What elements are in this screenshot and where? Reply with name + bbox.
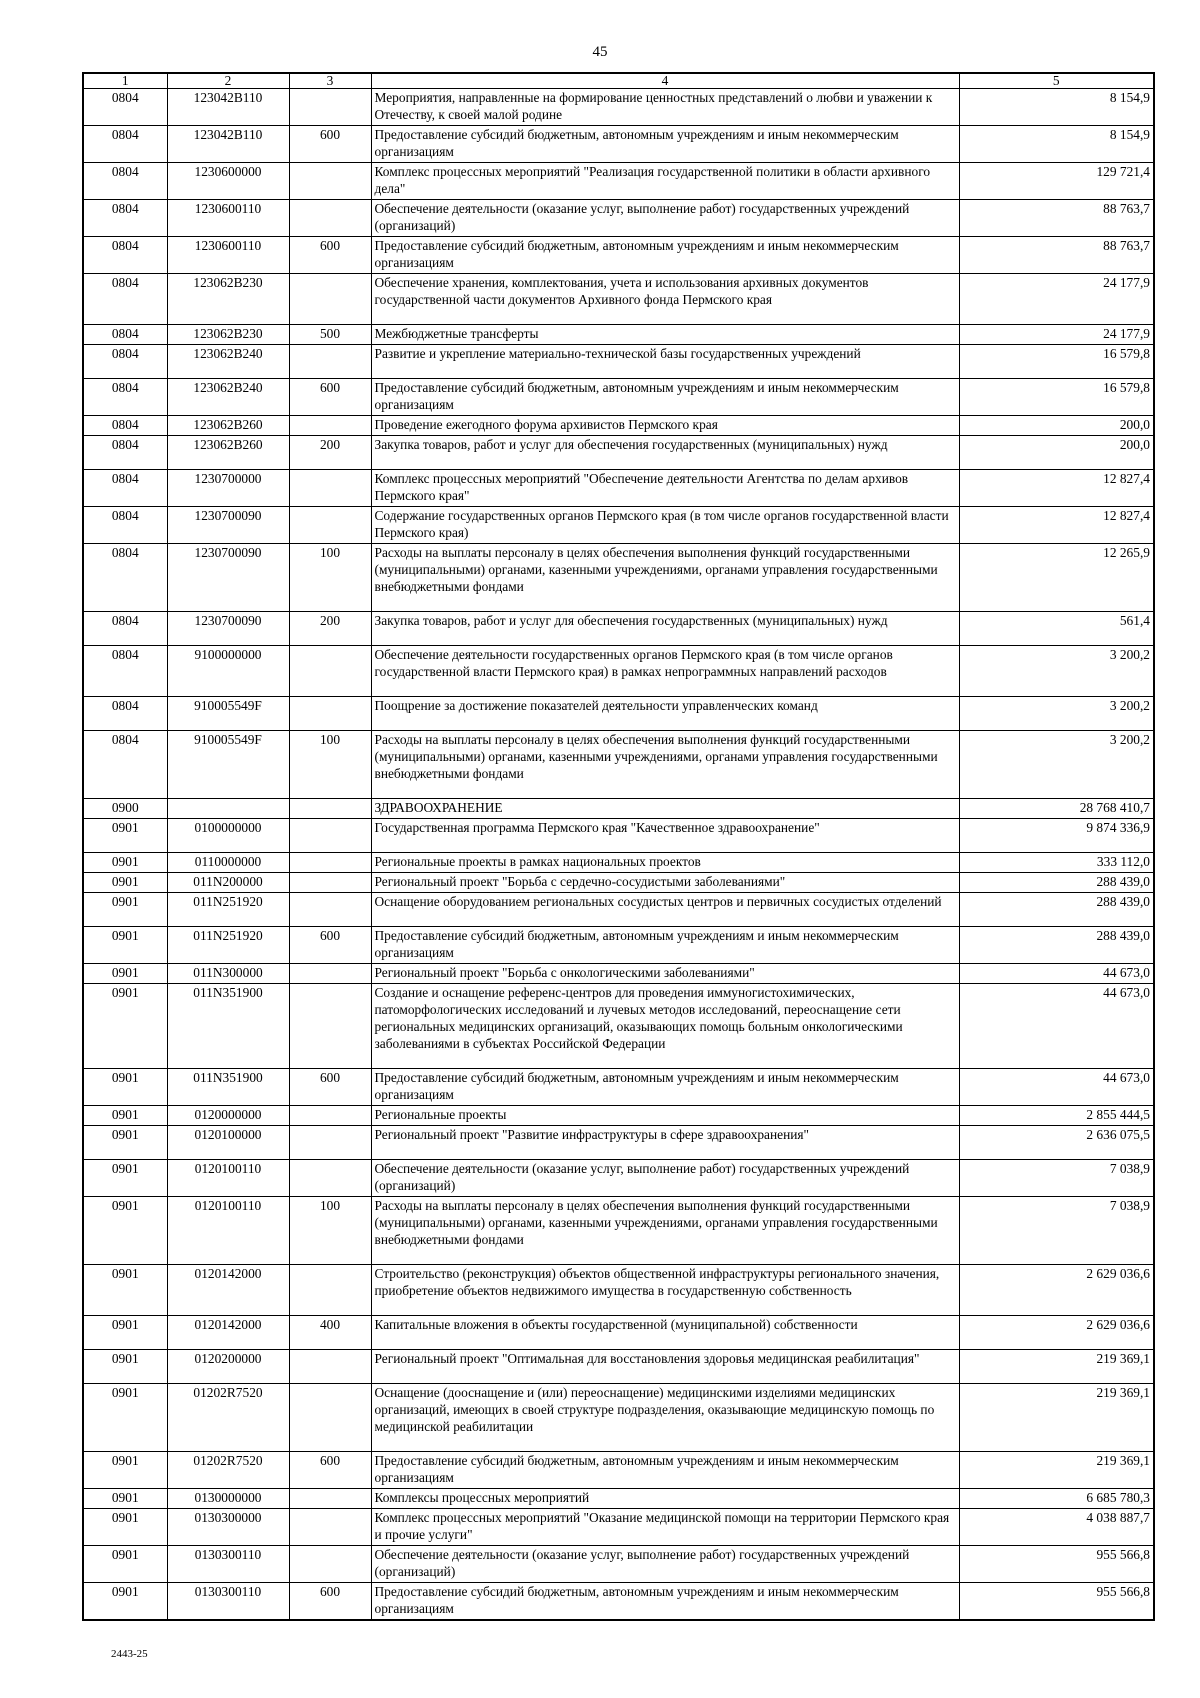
expense-type-cell — [289, 470, 371, 507]
table-row — [83, 507, 1154, 544]
target-article-cell: 123062В240 — [167, 379, 289, 416]
column-header: 1 — [83, 73, 167, 89]
column-header: 3 — [289, 73, 371, 89]
section-code-cell: 0901 — [83, 1384, 167, 1452]
section-code-cell: 0804 — [83, 436, 167, 470]
amount-cell: 219 369,1 — [959, 1350, 1154, 1384]
expense-type-cell: 600 — [289, 1583, 371, 1621]
table-row — [83, 544, 1154, 612]
section-code-cell: 0901 — [83, 1489, 167, 1509]
target-article-cell: 0130300110 — [167, 1583, 289, 1621]
item-name-cell: Оснащение (дооснащение и (или) переоснащение) медицинскими изделиями медицинских организаций, имеющих в своей структуре подразделения, оказывающие медицинскую помощь по медицинской реабилитации — [371, 1384, 959, 1452]
section-code-cell: 0901 — [83, 927, 167, 964]
item-name-cell: Межбюджетные трансферты — [371, 325, 959, 345]
section-code-cell: 0804 — [83, 345, 167, 379]
expense-type-cell: 200 — [289, 612, 371, 646]
expense-type-cell — [289, 507, 371, 544]
column-header: 2 — [167, 73, 289, 89]
target-article-cell: 0120142000 — [167, 1265, 289, 1316]
expense-type-cell — [289, 1106, 371, 1126]
table-row — [83, 1546, 1154, 1583]
amount-cell: 200,0 — [959, 436, 1154, 470]
section-code-cell: 0804 — [83, 612, 167, 646]
amount-cell: 200,0 — [959, 416, 1154, 436]
expense-type-cell: 100 — [289, 544, 371, 612]
table-row — [83, 345, 1154, 379]
amount-cell: 6 685 780,3 — [959, 1489, 1154, 1509]
section-code-cell: 0804 — [83, 731, 167, 799]
target-article-cell: 011N251920 — [167, 893, 289, 927]
target-article-cell: 011N351900 — [167, 984, 289, 1069]
target-article-cell: 1230700090 — [167, 507, 289, 544]
amount-cell: 8 154,9 — [959, 89, 1154, 126]
target-article-cell: 011N300000 — [167, 964, 289, 984]
section-code-cell: 0804 — [83, 416, 167, 436]
target-article-cell: 1230600110 — [167, 200, 289, 237]
item-name-cell: Комплекс процессных мероприятий "Реализация государственной политики в области архивного дела" — [371, 163, 959, 200]
amount-cell: 12 827,4 — [959, 507, 1154, 544]
item-name-cell: Предоставление субсидий бюджетным, автономным учреждениям и иным некоммерческим организациям — [371, 237, 959, 274]
item-name-cell: Комплекс процессных мероприятий "Обеспечение деятельности Агентства по делам архивов Пермского края" — [371, 470, 959, 507]
table-row — [83, 1384, 1154, 1452]
section-code-cell: 0804 — [83, 470, 167, 507]
item-name-cell: Мероприятия, направленные на формирование ценностных представлений о любви и уважении к Отечеству, к своей малой родине — [371, 89, 959, 126]
section-code-cell: 0901 — [83, 1316, 167, 1350]
section-code-cell: 0901 — [83, 1546, 167, 1583]
section-code-cell: 0804 — [83, 274, 167, 325]
target-article-cell: 123062В240 — [167, 345, 289, 379]
item-name-cell: Предоставление субсидий бюджетным, автономным учреждениям и иным некоммерческим организациям — [371, 1452, 959, 1489]
expense-type-cell — [289, 1126, 371, 1160]
section-code-cell: 0901 — [83, 1126, 167, 1160]
target-article-cell: 123042В110 — [167, 126, 289, 163]
section-code-cell: 0804 — [83, 163, 167, 200]
table-header-row — [83, 73, 1154, 89]
section-code-cell: 0804 — [83, 89, 167, 126]
amount-cell: 561,4 — [959, 612, 1154, 646]
amount-cell: 7 038,9 — [959, 1197, 1154, 1265]
item-name-cell: Поощрение за достижение показателей деятельности управленческих команд — [371, 697, 959, 731]
amount-cell: 4 038 887,7 — [959, 1509, 1154, 1546]
page-number: 45 — [592, 44, 608, 60]
amount-cell: 12 265,9 — [959, 544, 1154, 612]
item-name-cell: Капитальные вложения в объекты государственной (муниципальной) собственности — [371, 1316, 959, 1350]
target-article-cell: 123042В110 — [167, 89, 289, 126]
section-code-cell: 0804 — [83, 325, 167, 345]
section-code-cell: 0901 — [83, 964, 167, 984]
table-row — [83, 163, 1154, 200]
amount-cell: 28 768 410,7 — [959, 799, 1154, 819]
amount-cell: 3 200,2 — [959, 646, 1154, 697]
table-row — [83, 436, 1154, 470]
table-row — [83, 1197, 1154, 1265]
item-name-cell: Государственная программа Пермского края "Качественное здравоохранение" — [371, 819, 959, 853]
table-row — [83, 237, 1154, 274]
table-row — [83, 873, 1154, 893]
table-body — [83, 89, 1154, 1621]
item-name-cell: Региональный проект "Борьба с сердечно-сосудистыми заболеваниями" — [371, 873, 959, 893]
amount-cell: 7 038,9 — [959, 1160, 1154, 1197]
target-article-cell: 1230700000 — [167, 470, 289, 507]
amount-cell: 9 874 336,9 — [959, 819, 1154, 853]
target-article-cell: 1230600110 — [167, 237, 289, 274]
item-name-cell: ЗДРАВООХРАНЕНИЕ — [371, 799, 959, 819]
target-article-cell: 01202R7520 — [167, 1384, 289, 1452]
expense-type-cell — [289, 853, 371, 873]
amount-cell: 44 673,0 — [959, 984, 1154, 1069]
budget-table — [82, 72, 1155, 1621]
target-article-cell: 123062В260 — [167, 436, 289, 470]
table-row — [83, 200, 1154, 237]
target-article-cell: 0130300110 — [167, 1546, 289, 1583]
table-row — [83, 274, 1154, 325]
target-article-cell: 0130300000 — [167, 1509, 289, 1546]
expense-type-cell — [289, 646, 371, 697]
amount-cell: 955 566,8 — [959, 1546, 1154, 1583]
target-article-cell: 9100000000 — [167, 646, 289, 697]
expense-type-cell — [289, 1489, 371, 1509]
amount-cell: 219 369,1 — [959, 1384, 1154, 1452]
item-name-cell: Предоставление субсидий бюджетным, автономным учреждениям и иным некоммерческим организациям — [371, 1069, 959, 1106]
amount-cell: 88 763,7 — [959, 200, 1154, 237]
amount-cell: 2 636 075,5 — [959, 1126, 1154, 1160]
expense-type-cell: 100 — [289, 731, 371, 799]
item-name-cell: Региональные проекты в рамках национальных проектов — [371, 853, 959, 873]
item-name-cell: Региональный проект "Оптимальная для восстановления здоровья медицинская реабилитация" — [371, 1350, 959, 1384]
target-article-cell: 123062В260 — [167, 416, 289, 436]
target-article-cell: 0120100110 — [167, 1160, 289, 1197]
item-name-cell: Обеспечение деятельности (оказание услуг, выполнение работ) государственных учреждений (организаций) — [371, 1160, 959, 1197]
item-name-cell: Региональный проект "Развитие инфраструктуры в сфере здравоохранения" — [371, 1126, 959, 1160]
expense-type-cell — [289, 1546, 371, 1583]
target-article-cell: 011N251920 — [167, 927, 289, 964]
amount-cell: 129 721,4 — [959, 163, 1154, 200]
item-name-cell: Региональные проекты — [371, 1106, 959, 1126]
target-article-cell: 1230700090 — [167, 612, 289, 646]
table-row — [83, 1583, 1154, 1621]
section-code-cell: 0901 — [83, 1265, 167, 1316]
expense-type-cell — [289, 1509, 371, 1546]
expense-type-cell — [289, 416, 371, 436]
target-article-cell: 0120100000 — [167, 1126, 289, 1160]
target-article-cell: 0120000000 — [167, 1106, 289, 1126]
table-row — [83, 1509, 1154, 1546]
section-code-cell: 0901 — [83, 1106, 167, 1126]
target-article-cell: 0120100110 — [167, 1197, 289, 1265]
amount-cell: 88 763,7 — [959, 237, 1154, 274]
amount-cell: 24 177,9 — [959, 274, 1154, 325]
item-name-cell: Региональный проект "Борьба с онкологическими заболеваниями" — [371, 964, 959, 984]
expense-type-cell: 500 — [289, 325, 371, 345]
item-name-cell: Обеспечение деятельности государственных органов Пермского края (в том числе органов государственной власти Пермского края) в рамках непрограммных направлений расходов — [371, 646, 959, 697]
table-row — [83, 1069, 1154, 1106]
item-name-cell: Предоставление субсидий бюджетным, автономным учреждениям и иным некоммерческим организациям — [371, 1583, 959, 1621]
table-row — [83, 927, 1154, 964]
section-code-cell: 0804 — [83, 646, 167, 697]
amount-cell: 16 579,8 — [959, 345, 1154, 379]
item-name-cell: Обеспечение хранения, комплектования, учета и использования архивных документов государственной части документов Архивного фонда Пермского края — [371, 274, 959, 325]
expense-type-cell — [289, 984, 371, 1069]
section-code-cell: 0900 — [83, 799, 167, 819]
target-article-cell: 910005549F — [167, 731, 289, 799]
target-article-cell: 011N200000 — [167, 873, 289, 893]
table-row — [83, 819, 1154, 853]
expense-type-cell — [289, 1160, 371, 1197]
section-code-cell: 0901 — [83, 1197, 167, 1265]
item-name-cell: Расходы на выплаты персоналу в целях обеспечения выполнения функций государственными (муниципальными) органами, казенными учреждениями, органами управления государственными внебюджетными фондами — [371, 731, 959, 799]
section-code-cell: 0901 — [83, 1160, 167, 1197]
expense-type-cell: 200 — [289, 436, 371, 470]
expense-type-cell — [289, 163, 371, 200]
expense-type-cell: 600 — [289, 237, 371, 274]
amount-cell: 219 369,1 — [959, 1452, 1154, 1489]
column-header: 4 — [371, 73, 959, 89]
table-row — [83, 126, 1154, 163]
target-article-cell: 910005549F — [167, 697, 289, 731]
section-code-cell: 0901 — [83, 1069, 167, 1106]
section-code-cell: 0901 — [83, 1509, 167, 1546]
expense-type-cell — [289, 799, 371, 819]
target-article-cell: 0130000000 — [167, 1489, 289, 1509]
amount-cell: 333 112,0 — [959, 853, 1154, 873]
expense-type-cell — [289, 873, 371, 893]
expense-type-cell: 400 — [289, 1316, 371, 1350]
section-code-cell: 0804 — [83, 507, 167, 544]
expense-type-cell — [289, 345, 371, 379]
section-code-cell: 0901 — [83, 873, 167, 893]
expense-type-cell: 600 — [289, 126, 371, 163]
target-article-cell — [167, 799, 289, 819]
amount-cell: 12 827,4 — [959, 470, 1154, 507]
target-article-cell: 0100000000 — [167, 819, 289, 853]
section-code-cell: 0804 — [83, 126, 167, 163]
target-article-cell: 0110000000 — [167, 853, 289, 873]
amount-cell: 3 200,2 — [959, 697, 1154, 731]
expense-type-cell — [289, 697, 371, 731]
table-row — [83, 470, 1154, 507]
document-code: 2443-25 — [111, 1648, 148, 1660]
item-name-cell: Оснащение оборудованием региональных сосудистых центров и первичных сосудистых отделений — [371, 893, 959, 927]
section-code-cell: 0804 — [83, 237, 167, 274]
column-header: 5 — [959, 73, 1154, 89]
table-row — [83, 325, 1154, 345]
item-name-cell: Закупка товаров, работ и услуг для обеспечения государственных (муниципальных) нужд — [371, 612, 959, 646]
table-row — [83, 89, 1154, 126]
amount-cell: 288 439,0 — [959, 927, 1154, 964]
table-row — [83, 1126, 1154, 1160]
expense-type-cell — [289, 200, 371, 237]
item-name-cell: Предоставление субсидий бюджетным, автономным учреждениям и иным некоммерческим организациям — [371, 927, 959, 964]
amount-cell: 2 629 036,6 — [959, 1316, 1154, 1350]
target-article-cell: 0120142000 — [167, 1316, 289, 1350]
section-code-cell: 0804 — [83, 379, 167, 416]
amount-cell: 16 579,8 — [959, 379, 1154, 416]
section-code-cell: 0901 — [83, 819, 167, 853]
amount-cell: 288 439,0 — [959, 873, 1154, 893]
section-code-cell: 0901 — [83, 853, 167, 873]
table-row — [83, 964, 1154, 984]
section-code-cell: 0804 — [83, 200, 167, 237]
target-article-cell: 123062В230 — [167, 274, 289, 325]
table-row — [83, 984, 1154, 1069]
item-name-cell: Содержание государственных органов Пермского края (в том числе органов государственной власти Пермского края) — [371, 507, 959, 544]
item-name-cell: Расходы на выплаты персоналу в целях обеспечения выполнения функций государственными (муниципальными) органами, казенными учреждениями, органами управления государственными внебюджетными фондами — [371, 1197, 959, 1265]
table-row — [83, 416, 1154, 436]
table-row — [83, 612, 1154, 646]
expense-type-cell — [289, 89, 371, 126]
table-row — [83, 1160, 1154, 1197]
expense-type-cell: 600 — [289, 1069, 371, 1106]
expense-type-cell: 600 — [289, 379, 371, 416]
item-name-cell: Обеспечение деятельности (оказание услуг, выполнение работ) государственных учреждений (организаций) — [371, 1546, 959, 1583]
amount-cell: 3 200,2 — [959, 731, 1154, 799]
table-row — [83, 799, 1154, 819]
item-name-cell: Комплексы процессных мероприятий — [371, 1489, 959, 1509]
item-name-cell: Закупка товаров, работ и услуг для обеспечения государственных (муниципальных) нужд — [371, 436, 959, 470]
target-article-cell: 1230600000 — [167, 163, 289, 200]
expense-type-cell: 600 — [289, 927, 371, 964]
table-row — [83, 1452, 1154, 1489]
target-article-cell: 1230700090 — [167, 544, 289, 612]
amount-cell: 8 154,9 — [959, 126, 1154, 163]
item-name-cell: Комплекс процессных мероприятий "Оказание медицинской помощи на территории Пермского края и прочие услуги" — [371, 1509, 959, 1546]
table-row — [83, 853, 1154, 873]
table-row — [83, 379, 1154, 416]
section-code-cell: 0901 — [83, 893, 167, 927]
target-article-cell: 0120200000 — [167, 1350, 289, 1384]
item-name-cell: Предоставление субсидий бюджетным, автономным учреждениям и иным некоммерческим организациям — [371, 126, 959, 163]
expense-type-cell — [289, 1265, 371, 1316]
table-row — [83, 1106, 1154, 1126]
amount-cell: 24 177,9 — [959, 325, 1154, 345]
table-row — [83, 731, 1154, 799]
table-row — [83, 1350, 1154, 1384]
item-name-cell: Предоставление субсидий бюджетным, автономным учреждениям и иным некоммерческим организациям — [371, 379, 959, 416]
item-name-cell: Расходы на выплаты персоналу в целях обеспечения выполнения функций государственными (муниципальными) органами, казенными учреждениями, органами управления государственными внебюджетными фондами — [371, 544, 959, 612]
amount-cell: 955 566,8 — [959, 1583, 1154, 1621]
amount-cell: 44 673,0 — [959, 1069, 1154, 1106]
table-row — [83, 646, 1154, 697]
expense-type-cell — [289, 893, 371, 927]
item-name-cell: Строительство (реконструкция) объектов общественной инфраструктуры регионального значения, приобретение объектов недвижимого имущества в государственную собственность — [371, 1265, 959, 1316]
expense-type-cell: 100 — [289, 1197, 371, 1265]
expense-type-cell: 600 — [289, 1452, 371, 1489]
target-article-cell: 011N351900 — [167, 1069, 289, 1106]
amount-cell: 288 439,0 — [959, 893, 1154, 927]
section-code-cell: 0804 — [83, 697, 167, 731]
amount-cell: 2 629 036,6 — [959, 1265, 1154, 1316]
table-row — [83, 1489, 1154, 1509]
section-code-cell: 0804 — [83, 544, 167, 612]
section-code-cell: 0901 — [83, 1583, 167, 1621]
item-name-cell: Создание и оснащение референс-центров для проведения иммуногистохимических, патоморфологических исследований и лучевых методов исследований, переоснащение сети региональных медицинских организаций, оказывающих помощь больным онкологическими заболеваниями в субъектах Российской Федерации — [371, 984, 959, 1069]
item-name-cell: Проведение ежегодного форума архивистов Пермского края — [371, 416, 959, 436]
amount-cell: 44 673,0 — [959, 964, 1154, 984]
target-article-cell: 123062В230 — [167, 325, 289, 345]
section-code-cell: 0901 — [83, 1350, 167, 1384]
expense-type-cell — [289, 964, 371, 984]
expense-type-cell — [289, 1350, 371, 1384]
table-row — [83, 1265, 1154, 1316]
target-article-cell: 01202R7520 — [167, 1452, 289, 1489]
expense-type-cell — [289, 1384, 371, 1452]
table-row — [83, 893, 1154, 927]
section-code-cell: 0901 — [83, 984, 167, 1069]
expense-type-cell — [289, 819, 371, 853]
section-code-cell: 0901 — [83, 1452, 167, 1489]
table-row — [83, 1316, 1154, 1350]
item-name-cell: Развитие и укрепление материально-технической базы государственных учреждений — [371, 345, 959, 379]
table-row — [83, 697, 1154, 731]
item-name-cell: Обеспечение деятельности (оказание услуг, выполнение работ) государственных учреждений (организаций) — [371, 200, 959, 237]
amount-cell: 2 855 444,5 — [959, 1106, 1154, 1126]
expense-type-cell — [289, 274, 371, 325]
